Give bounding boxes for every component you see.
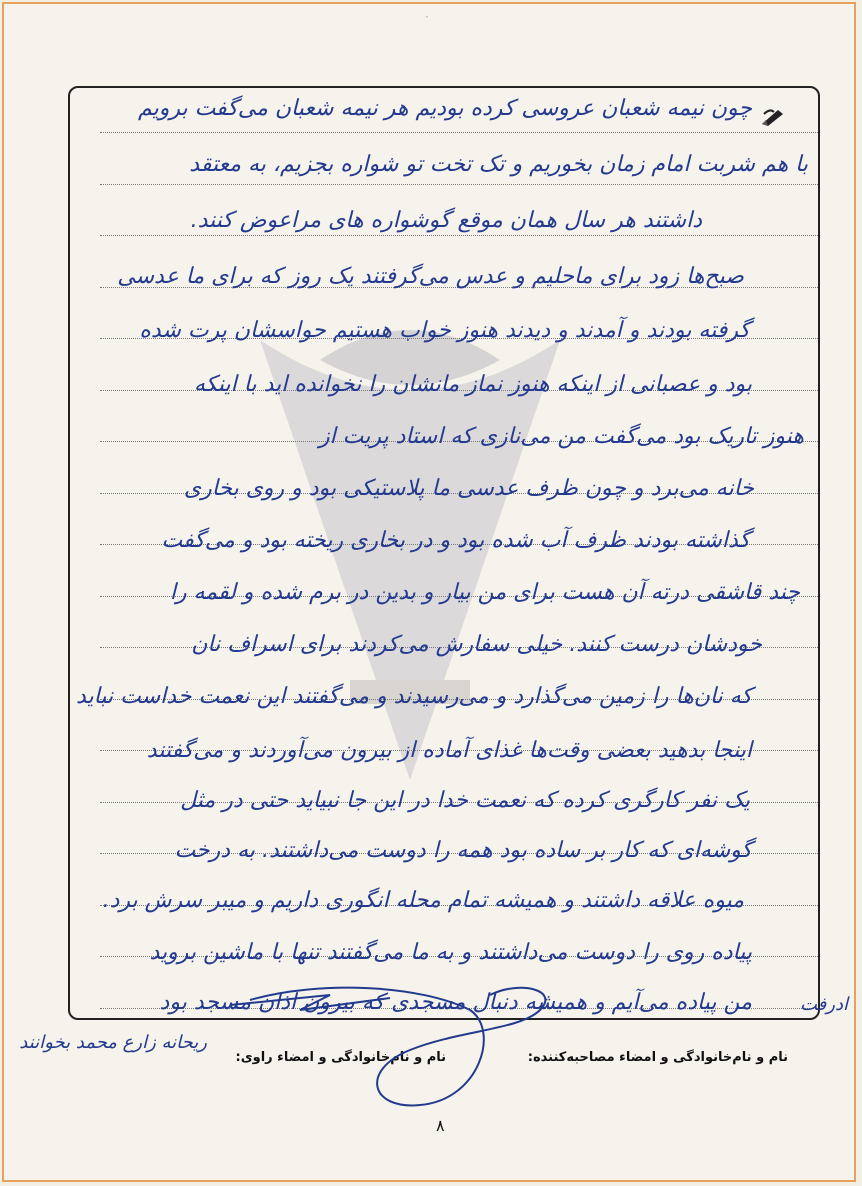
ruled-line [100, 184, 818, 185]
handwritten-line: خودشان درست کنند. خیلی سفارش می‌کردند برای اسراف نان [191, 632, 762, 657]
margin-note: ادرفت [800, 994, 848, 1015]
ruled-line [100, 132, 818, 133]
handwritten-line: گذاشته بودند ظرف آب شده بود و در بخاری ریخته بود و می‌گفت [161, 528, 750, 553]
handwritten-line: پیاده روی را دوست می‌داشتند و به ما می‌گفتند تنها با ماشین بروید [149, 940, 752, 965]
handwritten-line: من پیاده می‌آیم و همیشه دنبال مسجدی که بیرون اذان مسجد بود [159, 990, 752, 1015]
narrator-name: ریحانه زارع محمد بخوانند [19, 1032, 207, 1053]
handwritten-line: چون نیمه شعبان عروسی کرده بودیم هر نیمه شعبان می‌گفت برویم [137, 96, 752, 121]
handwritten-line: یک نفر کارگری کرده که نعمت خدا در این جا نبیاید حتی در مثل [180, 788, 750, 813]
handwritten-line: با هم شربت امام زمان بخوریم و تک تخت تو شواره بجزیم، به معتقد [189, 152, 808, 177]
ruled-line [100, 235, 818, 236]
handwritten-line: گرفته بودند و آمدند و دیدند هنوز خواب هستیم حواسشان پرت شده [139, 318, 750, 343]
scan-mark: · [425, 10, 429, 24]
handwritten-line: اینجا بدهید بعضی وقت‌ها غذای آماده از بیرون می‌آوردند و می‌گفتند [146, 738, 752, 763]
interviewer-signature-label: نام و نام‌خانوادگی و امضاء مصاحبه‌کننده: [527, 1050, 788, 1065]
handwritten-line: صبح‌ها زود برای ماحلیم و عدس می‌گرفتند یک روز که برای ما عدسی [117, 264, 744, 289]
narrator-signature-label: نام و نام‌خانوادگی و امضاء راوی: [235, 1050, 446, 1065]
pen-icon [760, 106, 786, 126]
handwritten-line: میوه علاقه داشتند و همیشه تمام محله انگوری داریم و میبر سرش برد. [102, 888, 744, 913]
handwritten-line: داشتند هر سال همان موقع گوشواره های مراعوض کنند. [190, 208, 702, 233]
handwritten-line: بود و عصبانی از اینکه هنوز نماز مانشان را نخوانده اید با اینکه [193, 372, 752, 397]
handwritten-line: گوشه‌ای که کار بر ساده بود همه را دوست می‌داشتند. به درخت [174, 838, 752, 863]
handwritten-line: چند قاشقی درته آن هست برای من بیار و بدین در برم شده و لقمه را [169, 580, 800, 605]
handwritten-line: خانه می‌برد و چون ظرف عدسی ما پلاستیکی بود و روی بخاری [183, 476, 754, 501]
handwritten-line: که نان‌ها را زمین می‌گذارد و می‌رسیدند و می‌گفتند این نعمت خداست نباید [76, 684, 752, 709]
page-number: ۸ [436, 1116, 445, 1135]
handwritten-line: هنوز تاریک بود می‌گفت من می‌نازی که استاد پریت از [318, 424, 804, 449]
